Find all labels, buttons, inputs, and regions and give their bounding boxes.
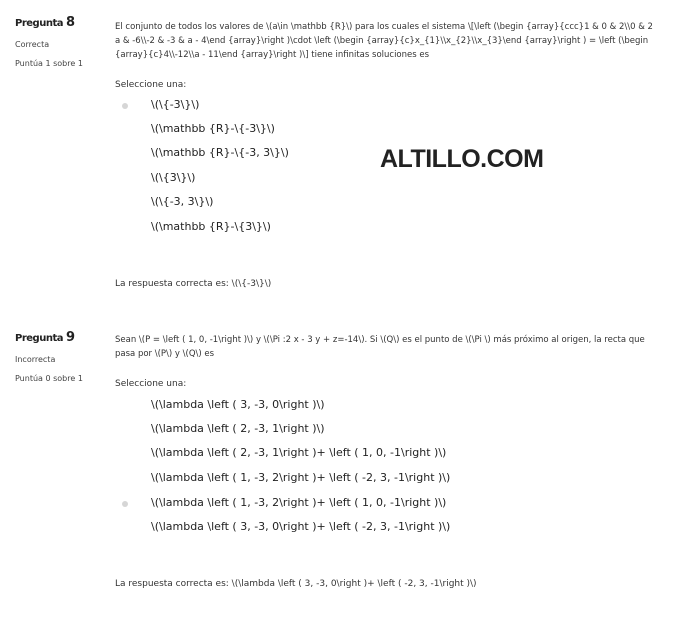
question-number-value: 9 xyxy=(65,330,75,345)
question-text: El conjunto de todos los valores de \(a\in \mathbb {R}\) para los cuales el sistema \[\left (\begin {array}{ccc}1 & 0 & 2\\0 & 2 a & -6\\-2 & -3 & a - 4\end {array}\right )\cdot \left (\begin {array}{c}x_{1}\\x_{2}\\x_{3}\end {array}\right ) = \left (\begin {array}{c}4\\-12\\a - 11\end {array}\right )\] tiene infinitas soluciones es xyxy=(115,22,653,60)
answer-option[interactable] xyxy=(115,96,655,120)
answer-option[interactable] xyxy=(115,169,655,193)
question-number xyxy=(15,330,110,345)
answer-option[interactable] xyxy=(115,218,655,242)
watermark: ALTILLO.COM xyxy=(380,145,544,173)
question-info-9 xyxy=(15,330,110,383)
select-prompt: Seleccione una: xyxy=(115,80,187,90)
answer-label: \(\lambda \left ( 2, -3, 1\right )\) xyxy=(151,422,325,435)
question-info-8 xyxy=(15,15,110,68)
answer-label: \(\{3\}\) xyxy=(151,171,196,184)
answer-label: \(\mathbb {R}-\{-3, 3\}\) xyxy=(151,146,289,159)
answer-option[interactable] xyxy=(115,420,655,444)
question-prefix: Pregunta xyxy=(15,18,63,29)
answer-option[interactable] xyxy=(115,193,655,217)
answer-label: \(\lambda \left ( 1, -3, 2\right )+ \left ( 1, 0, -1\right )\) xyxy=(151,496,447,509)
answer-label: \(\lambda \left ( 3, -3, 0\right )+ \left ( -2, 3, -1\right )\) xyxy=(151,520,451,533)
radio-selected-icon[interactable] xyxy=(122,501,128,507)
answer-option[interactable] xyxy=(115,518,655,542)
correct-answer: La respuesta correcta es: \(\{-3\}\) xyxy=(115,279,272,289)
question-grade: Puntúa 0 sobre 1 xyxy=(15,374,83,383)
answer-label: \(\mathbb {R}-\{-3\}\) xyxy=(151,122,275,135)
answer-option[interactable] xyxy=(115,120,655,144)
question-text: Sean \(P = \left ( 1, 0, -1\right )\) y \(\Pi :2 x - 3 y + z=-14\). Si \(Q\) es el punto de \(\Pi \) más próximo al origen, la recta que pasa por \(P\) y \(Q\) es xyxy=(115,335,645,359)
select-prompt: Seleccione una: xyxy=(115,379,187,389)
question-state: Correcta xyxy=(15,40,50,49)
answer-label: \(\lambda \left ( 2, -3, 1\right )+ \left ( 1, 0, -1\right )\) xyxy=(151,446,447,459)
question-grade: Puntúa 1 sobre 1 xyxy=(15,59,83,68)
question-state: Incorrecta xyxy=(15,355,56,364)
answer-option[interactable] xyxy=(115,396,655,420)
answer-option[interactable] xyxy=(115,494,655,518)
answer-label: \(\{-3\}\) xyxy=(151,98,200,111)
answer-option[interactable] xyxy=(115,444,655,468)
answer-option[interactable] xyxy=(115,469,655,493)
answer-label: \(\{-3, 3\}\) xyxy=(151,195,214,208)
question-content-8 xyxy=(115,20,655,62)
question-prefix: Pregunta xyxy=(15,333,63,344)
radio-selected-icon[interactable] xyxy=(122,103,128,109)
answer-label: \(\lambda \left ( 1, -3, 2\right )+ \left ( -2, 3, -1\right )\) xyxy=(151,471,451,484)
answer-option[interactable] xyxy=(115,144,655,168)
question-number-value: 8 xyxy=(65,15,75,30)
answer-label: \(\mathbb {R}-\{3\}\) xyxy=(151,220,271,233)
question-content-9 xyxy=(115,333,655,361)
question-number xyxy=(15,15,110,30)
answer-label: \(\lambda \left ( 3, -3, 0\right )\) xyxy=(151,398,325,411)
correct-answer: La respuesta correcta es: \(\lambda \left ( 3, -3, 0\right )+ \left ( -2, 3, -1\right )\) xyxy=(115,579,477,589)
